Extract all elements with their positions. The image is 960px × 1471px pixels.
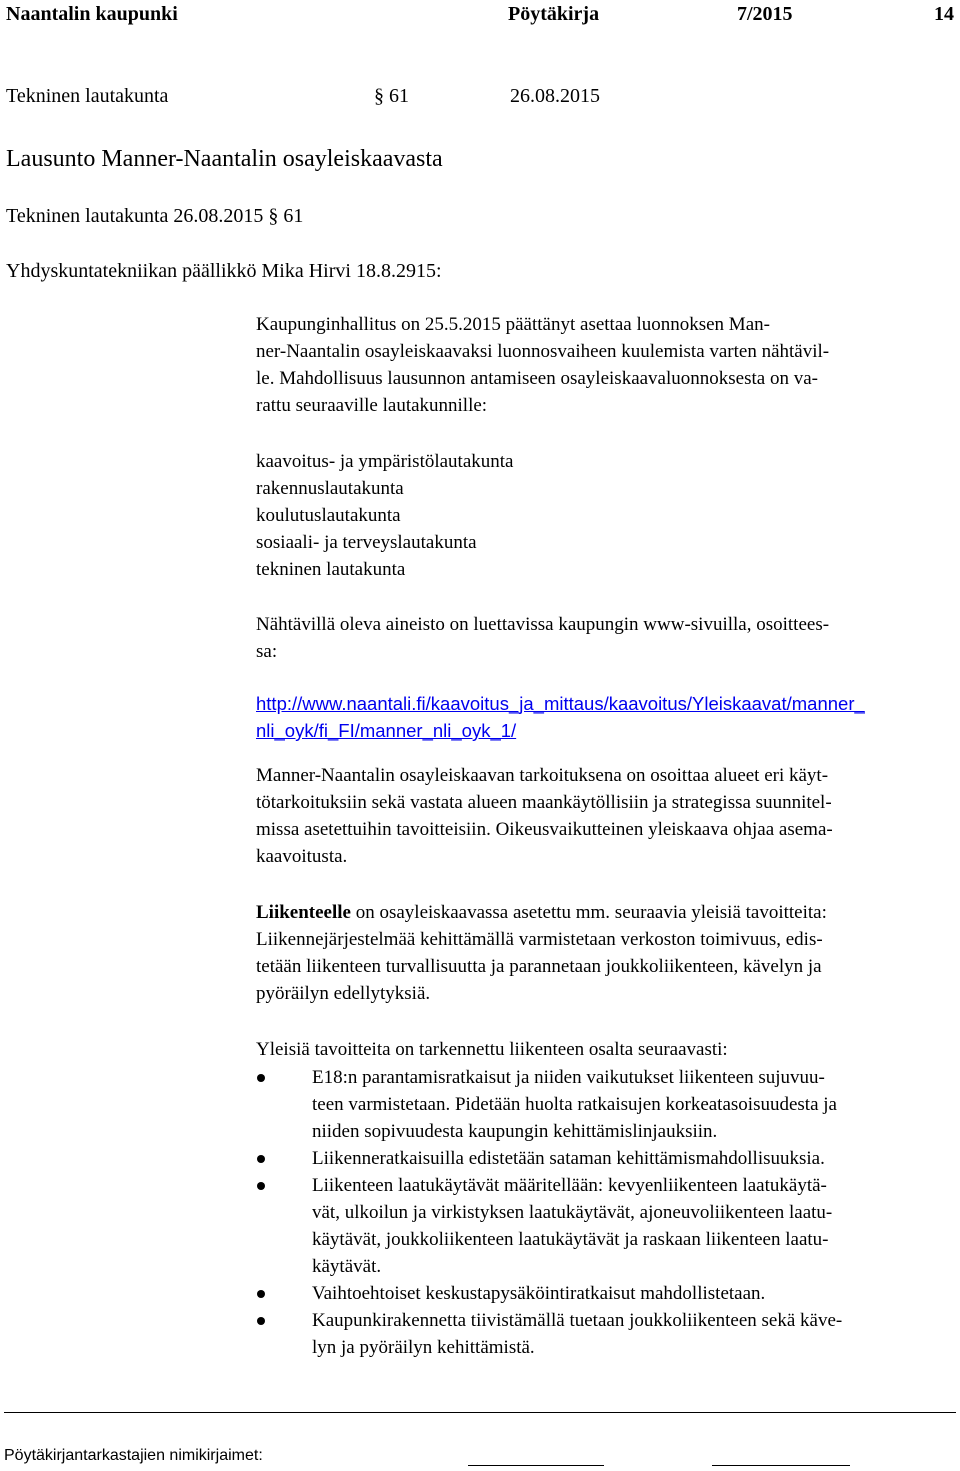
paragraph-text: on osayleiskaavassa asetettu mm. seuraavia yleisiä tavoitteita:	[350, 902, 827, 923]
bullet-line: Kaupunkirakennetta tiivistämällä tuetaan joukkoliikenteen sekä käve-	[312, 1310, 843, 1331]
footer-initials-label: Pöytäkirjantarkastajien nimikirjaimet:	[4, 1447, 263, 1464]
paragraph-purpose	[256, 762, 952, 870]
paragraph-line: missa asetettuihin tavoitteisiin. Oikeusvaikutteinen yleiskaava ohjaa asema-	[256, 819, 833, 840]
paragraph-line: pyöräilyn edellytyksiä.	[256, 983, 431, 1004]
bullet-line: Vaihtoehtoiset keskustapysäköintiratkaisut mahdollistetaan.	[312, 1283, 766, 1304]
paragraph-intro	[256, 311, 952, 419]
list-item: sosiaali- ja terveyslautakunta	[256, 532, 477, 553]
bullet-line: vät, ulkoilun ja virkistyksen laatukäytävät, ajoneuvoliikenteen laatu-	[312, 1202, 833, 1223]
paragraph-line: tetään liikenteen turvallisuutta ja parannetaan joukkoliikenteen, kävelyn ja	[256, 956, 822, 977]
list-item: rakennuslautakunta	[256, 478, 404, 499]
bullet-line: Liikenneratkaisuilla edistetään sataman kehittämismahdollisuuksia.	[312, 1148, 825, 1169]
header-city: Naantalin kaupunki	[6, 3, 178, 25]
meta-paragraph: § 61	[374, 85, 409, 107]
header-doc-number: 7/2015	[737, 3, 793, 25]
bullet-line: E18:n parantamisratkaisut ja niiden vaikutukset liikenteen sujuvuu-	[312, 1067, 825, 1088]
paragraph-line: Manner-Naantalin osayleiskaavan tarkoituksena on osoittaa alueet eri käyt-	[256, 765, 829, 786]
bullet-dot-icon	[257, 1155, 265, 1163]
proposer-line: Yhdyskuntatekniikan päällikkö Mika Hirvi 18.8.2915:	[6, 260, 442, 282]
list-item: kaavoitus- ja ympäristölautakunta	[256, 451, 514, 472]
bullet-line: teen varmistetaan. Pidetään huolta ratkaisujen korkeatasoisuudesta ja	[312, 1094, 837, 1115]
meta-date: 26.08.2015	[510, 85, 600, 107]
bullet-line: niiden sopivuudesta kaupungin kehittämislinjauksiin.	[312, 1121, 718, 1142]
paragraph-line: ner-Naantalin osayleiskaavaksi luonnosvaiheen kuulemista varten nähtävil-	[256, 341, 830, 362]
paragraph-line: Kaupunginhallitus on 25.5.2015 päättänyt asettaa luonnoksen Man-	[256, 314, 770, 335]
material-link[interactable]	[256, 690, 952, 744]
meta-board: Tekninen lautakunta	[6, 85, 169, 107]
bullet-item	[256, 1172, 956, 1280]
bullet-item	[256, 1280, 956, 1307]
bullet-dot-icon	[257, 1182, 265, 1190]
bold-term: Liikenteelle	[256, 902, 351, 923]
paragraph-line: rattu seuraaville lautakunnille:	[256, 395, 488, 416]
paragraph-line: kaavoitusta.	[256, 846, 348, 867]
bullet-item	[256, 1064, 956, 1145]
paragraph-traffic-goals	[256, 899, 952, 1007]
paragraph-availability	[256, 611, 952, 665]
bullet-item	[256, 1145, 956, 1172]
paragraph-line: sa:	[256, 641, 278, 662]
link-line: nli_oyk/fi_FI/manner_nli_oyk_1/	[256, 720, 517, 741]
header-doc-type: Pöytäkirja	[508, 3, 600, 25]
list-item: tekninen lautakunta	[256, 559, 406, 580]
bullet-dot-icon	[257, 1290, 265, 1298]
link-line: http://www.naantali.fi/kaavoitus_ja_mittaus/kaavoitus/Yleiskaavat/manner_	[256, 693, 865, 714]
bullet-dot-icon	[257, 1074, 265, 1082]
paragraph-refined-goals: Yleisiä tavoitteita on tarkennettu liikenteen osalta seuraavasti:	[256, 1039, 728, 1060]
goals-bullet-list	[256, 1064, 956, 1361]
reference-line: Tekninen lautakunta 26.08.2015 § 61	[6, 205, 304, 227]
footer-divider	[4, 1412, 956, 1413]
committee-list	[256, 448, 952, 583]
bullet-line: käytävät, joukkoliikenteen laatukäytävät ja raskaan liikenteen laatu-	[312, 1229, 829, 1250]
bullet-line: käytävät.	[312, 1256, 382, 1277]
paragraph-line: Nähtävillä oleva aineisto on luettavissa kaupungin www-sivuilla, osoittees-	[256, 614, 830, 635]
bullet-item	[256, 1307, 956, 1361]
initials-line-2	[712, 1465, 850, 1466]
paragraph-line: Liikennejärjestelmää kehittämällä varmistetaan verkoston toimivuus, edis-	[256, 929, 823, 950]
page-title: Lausunto Manner-Naantalin osayleiskaavasta	[6, 146, 443, 172]
bullet-line: Liikenteen laatukäytävät määritellään: kevyenliikenteen laatukäytä-	[312, 1175, 827, 1196]
list-item: koulutuslautakunta	[256, 505, 401, 526]
initials-line-1	[468, 1465, 604, 1466]
bullet-line: lyn ja pyöräilyn kehittämistä.	[312, 1337, 535, 1358]
paragraph-line: tötarkoituksiin sekä vastata alueen maankäytöllisiin ja strategissa suunnitel-	[256, 792, 832, 813]
bullet-dot-icon	[257, 1317, 265, 1325]
header-page-number: 14	[934, 3, 954, 25]
paragraph-line	[256, 899, 952, 926]
paragraph-line: le. Mahdollisuus lausunnon antamiseen osayleiskaavaluonnoksesta on va-	[256, 368, 818, 389]
